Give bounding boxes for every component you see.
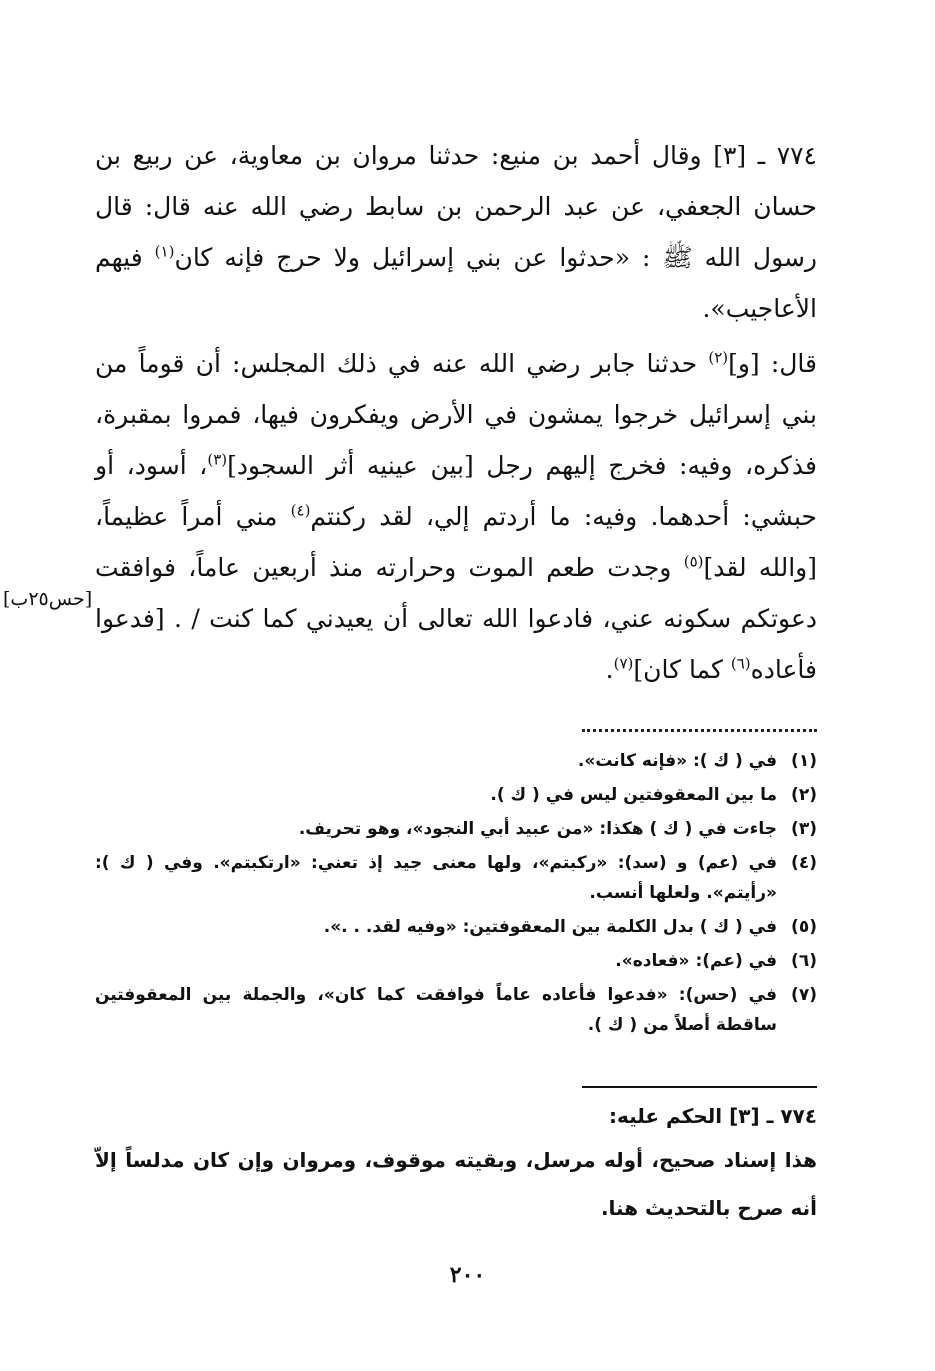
footnote-ref-1[interactable]: (١): [154, 242, 175, 261]
hadith-text: ٧٧٤ ـ [٣] وقال أحمد بن منيع: حدثنا مروان بن معاوية، عن ربيع بن حسان الجعفي، عن عبد الرحمن بن سابط رضي الله عنه قال: قال رسول الله ﷺ : «حدثوا عن بني إسرائيل ولا حرج فإنه كان: [95, 141, 818, 272]
footnote-ref-3[interactable]: (٣): [207, 450, 228, 469]
page-body: [3, 130, 818, 1232]
footnote-number: (٧): [791, 985, 817, 1005]
footnote-number: (٢): [791, 785, 817, 805]
hadith-text: قال: [و]: [728, 349, 817, 378]
hadith-text: حدثنا جابر رضي الله عنه في ذلك المجلس: أن قوماً من بني إسرائيل خرجوا يمشون في الأرض ويفكرون فيها، فمروا بمقبرة، فذكره، وفيه: فخرج إليهم رجل [بين عينيه أثر السجود]: [95, 349, 817, 480]
footnote-ref-6[interactable]: (٦): [730, 654, 751, 673]
hadith-text: وجدت طعم الموت وحرارته منذ أربعين عاماً، فوافقت دعوتكم سكونه عني، فادعوا الله تعالى أن يعيدني كما كنت / . [فدعوا فأعاده: [95, 553, 817, 684]
footnote-text: في (عم): «فعاده».: [615, 951, 777, 971]
footnote-separator-dotted: [582, 729, 817, 732]
footnote-number: (١): [791, 751, 817, 771]
verdict-heading: ٧٧٤ ـ [٣] الحكم عليه:: [608, 1104, 817, 1128]
hadith-paragraph-2: [95, 338, 817, 695]
hadith-paragraph-1: [95, 130, 817, 334]
footnote-ref-5[interactable]: (٥): [683, 552, 704, 571]
footnote-item: [95, 814, 817, 844]
manuscript-margin-note: [حس٢٥ب]: [3, 588, 93, 610]
footnotes-list: [95, 746, 817, 1040]
hadith-text: كما كان]: [633, 655, 731, 684]
hadith-text: فيهم الأعاجيب».: [95, 243, 817, 323]
footnote-number: (٦): [791, 951, 817, 971]
footnote-item: [95, 912, 817, 942]
verdict-text: هذا إسناد صحيح، أوله مرسل، وبقيته موقوف، ومروان وإن كان مدلساً إلاّ أنه صرح بالتحديث هنا.: [95, 1148, 817, 1220]
hadith-text: مني أمراً عظيماً، [والله لقد]: [95, 502, 818, 582]
footnote-text: جاءت في ( ك ) هكذا: «من عبيد أبي النجود»، وهو تحريف.: [298, 819, 777, 839]
footnote-text: ما بين المعقوفتين ليس في ( ك ).: [490, 785, 777, 805]
footnote-ref-2[interactable]: (٢): [708, 348, 729, 367]
footnote-text: في (حس): «فدعوا فأعاده عاماً فوافقت كما كان»، والجملة بين المعقوفتين ساقطة أصلاً من ( ك ).: [95, 985, 777, 1035]
footnote-number: (٥): [791, 917, 817, 937]
footnote-number: (٣): [791, 819, 817, 839]
section-divider: [582, 1086, 817, 1088]
footnote-item: [95, 980, 817, 1040]
footnote-item: [95, 946, 817, 976]
footnote-text: في ( ك ): «فإنه كانت».: [577, 751, 777, 771]
hadith-text: ، أسود، أو حبشي: أحدهما. وفيه: ما أردتم إلي، لقد ركنتم: [95, 451, 817, 531]
footnote-ref-7[interactable]: (٧): [613, 654, 634, 673]
footnote-item: [95, 746, 817, 776]
footnote-number: (٤): [791, 853, 817, 873]
footnote-text: في ( ك ) بدل الكلمة بين المعقوفتين: «وفيه لقد. . .».: [323, 917, 777, 937]
footnote-item: [95, 848, 817, 908]
footnote-item: [95, 780, 817, 810]
footnote-text: في (عم) و (سد): «ركبتم»، ولها معنى جيد إذ تعني: «ارتكبتم». وفي ( ك ): «رأيتم». ولعلها أنسب.: [95, 853, 777, 903]
footnote-ref-4[interactable]: (٤): [290, 501, 311, 520]
hadith-text: .: [605, 655, 614, 684]
page-number: ٢٠٠: [449, 1262, 486, 1288]
